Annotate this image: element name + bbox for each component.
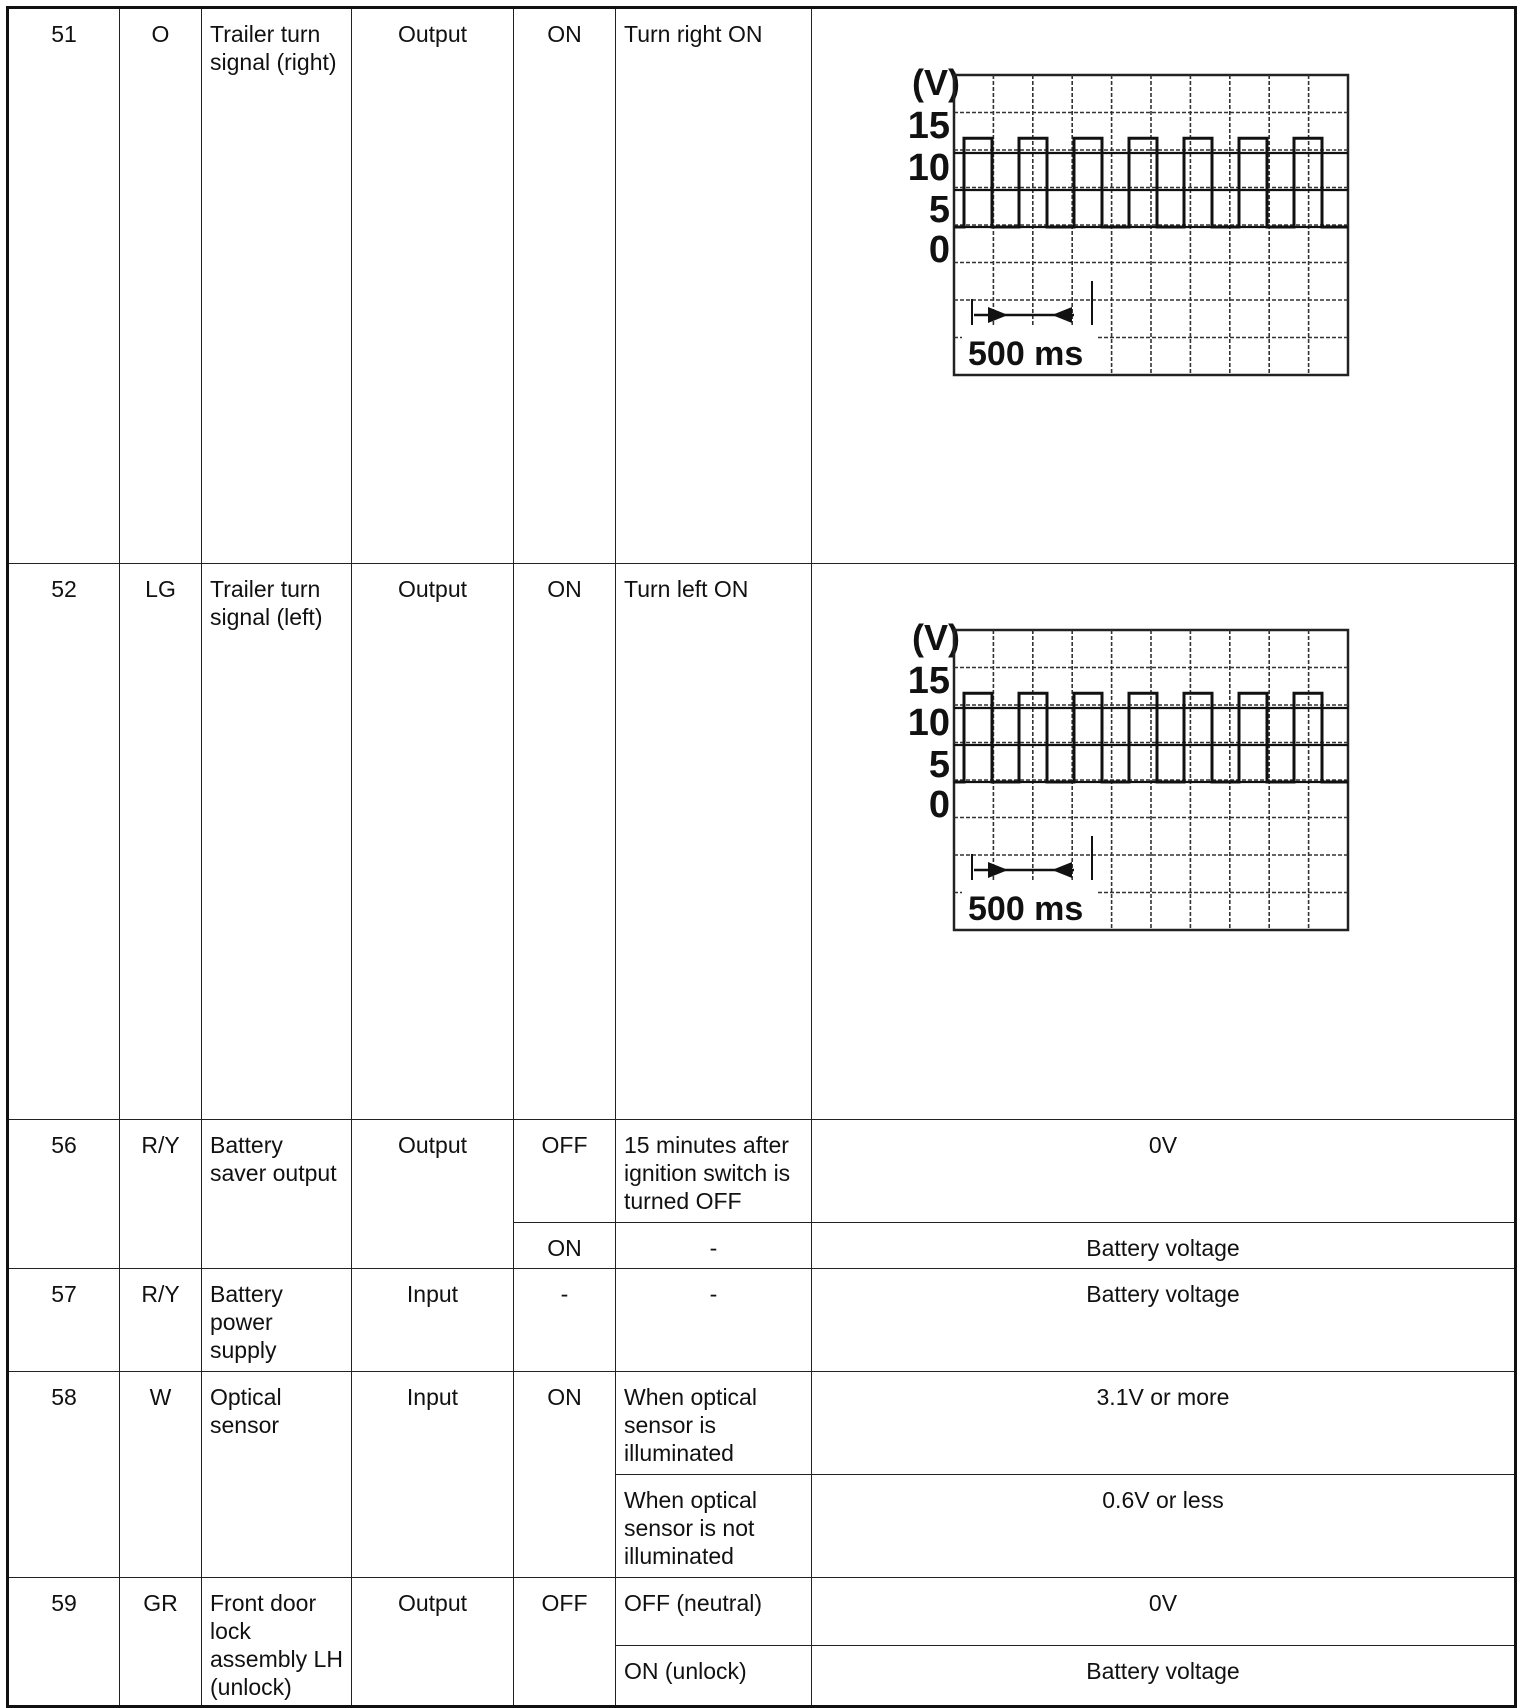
signal-cell: Output — [352, 8, 514, 564]
condition-cell: - — [514, 1269, 616, 1372]
item-cell: Battery saver output — [202, 1120, 352, 1269]
wire-color-cell: W — [120, 1372, 202, 1578]
signal-cell: Output — [352, 1578, 514, 1707]
condition-cell: ON — [514, 8, 616, 564]
measure-cell: OFF (neutral) — [616, 1578, 812, 1646]
y-tick-label: 5 — [928, 744, 950, 786]
table-row — [8, 8, 1516, 564]
wire-color-cell: O — [120, 8, 202, 564]
y-tick-label: 5 — [928, 189, 950, 231]
measure-cell: - — [616, 1269, 812, 1372]
wire-color-cell: LG — [120, 564, 202, 1120]
time-division-label: 500 ms — [968, 335, 1084, 373]
value-cell: Battery voltage — [812, 1645, 1516, 1706]
waveform-graph-left — [812, 564, 1516, 1120]
signal-cell: Input — [352, 1269, 514, 1372]
y-tick-label: 15 — [907, 105, 950, 147]
measure-cell: Turn right ON — [616, 8, 812, 564]
measure-cell: 15 minutes after ignition switch is turned OFF — [616, 1120, 812, 1223]
measure-cell: Turn left ON — [616, 564, 812, 1120]
value-cell: 0V — [812, 1120, 1516, 1223]
table-row — [8, 1372, 1516, 1475]
table-row — [8, 564, 1516, 1120]
wire-color-cell: R/Y — [120, 1120, 202, 1269]
condition-cell: ON — [514, 1223, 616, 1269]
table-row — [8, 1120, 1516, 1223]
measure-cell: When optical sensor is not illuminated — [616, 1475, 812, 1578]
waveform-cell — [812, 564, 1516, 1120]
table-row — [8, 1578, 1516, 1646]
signal-cell: Output — [352, 564, 514, 1120]
item-cell: Battery power supply — [202, 1269, 352, 1372]
condition-cell: OFF — [514, 1578, 616, 1707]
value-cell: 3.1V or more — [812, 1372, 1516, 1475]
y-tick-label: 0 — [928, 229, 950, 271]
condition-cell: ON — [514, 564, 616, 1120]
terminal-spec-table — [6, 6, 1517, 1708]
value-cell: 0.6V or less — [812, 1475, 1516, 1578]
terminal-cell: 51 — [8, 8, 120, 564]
waveform-cell — [812, 8, 1516, 564]
item-cell: Trailer turn signal (right) — [202, 8, 352, 564]
value-cell: 0V — [812, 1578, 1516, 1646]
terminal-cell: 58 — [8, 1372, 120, 1578]
table-row — [8, 1269, 1516, 1372]
signal-cell: Input — [352, 1372, 514, 1578]
terminal-cell: 52 — [8, 564, 120, 1120]
measure-cell: - — [616, 1223, 812, 1269]
y-tick-label: 10 — [907, 147, 950, 189]
wire-color-cell: R/Y — [120, 1269, 202, 1372]
measure-cell: ON (unlock) — [616, 1645, 812, 1706]
terminal-cell: 59 — [8, 1578, 120, 1707]
condition-cell: ON — [514, 1372, 616, 1578]
time-division-label: 500 ms — [968, 890, 1084, 928]
unit-label: (V) — [912, 62, 960, 103]
terminal-cell: 56 — [8, 1120, 120, 1269]
signal-cell: Output — [352, 1120, 514, 1269]
wire-color-cell: GR — [120, 1578, 202, 1707]
y-tick-label: 15 — [907, 660, 950, 702]
value-cell: Battery voltage — [812, 1269, 1516, 1372]
measure-cell: When optical sensor is illuminated — [616, 1372, 812, 1475]
item-cell: Optical sensor — [202, 1372, 352, 1578]
value-cell: Battery voltage — [812, 1223, 1516, 1269]
terminal-cell: 57 — [8, 1269, 120, 1372]
item-cell: Front door lock assembly LH (unlock) — [202, 1578, 352, 1707]
y-tick-label: 0 — [928, 784, 950, 826]
condition-cell: OFF — [514, 1120, 616, 1223]
unit-label: (V) — [912, 617, 960, 658]
item-cell: Trailer turn signal (left) — [202, 564, 352, 1120]
waveform-graph-right — [812, 9, 1516, 565]
y-tick-label: 10 — [907, 702, 950, 744]
